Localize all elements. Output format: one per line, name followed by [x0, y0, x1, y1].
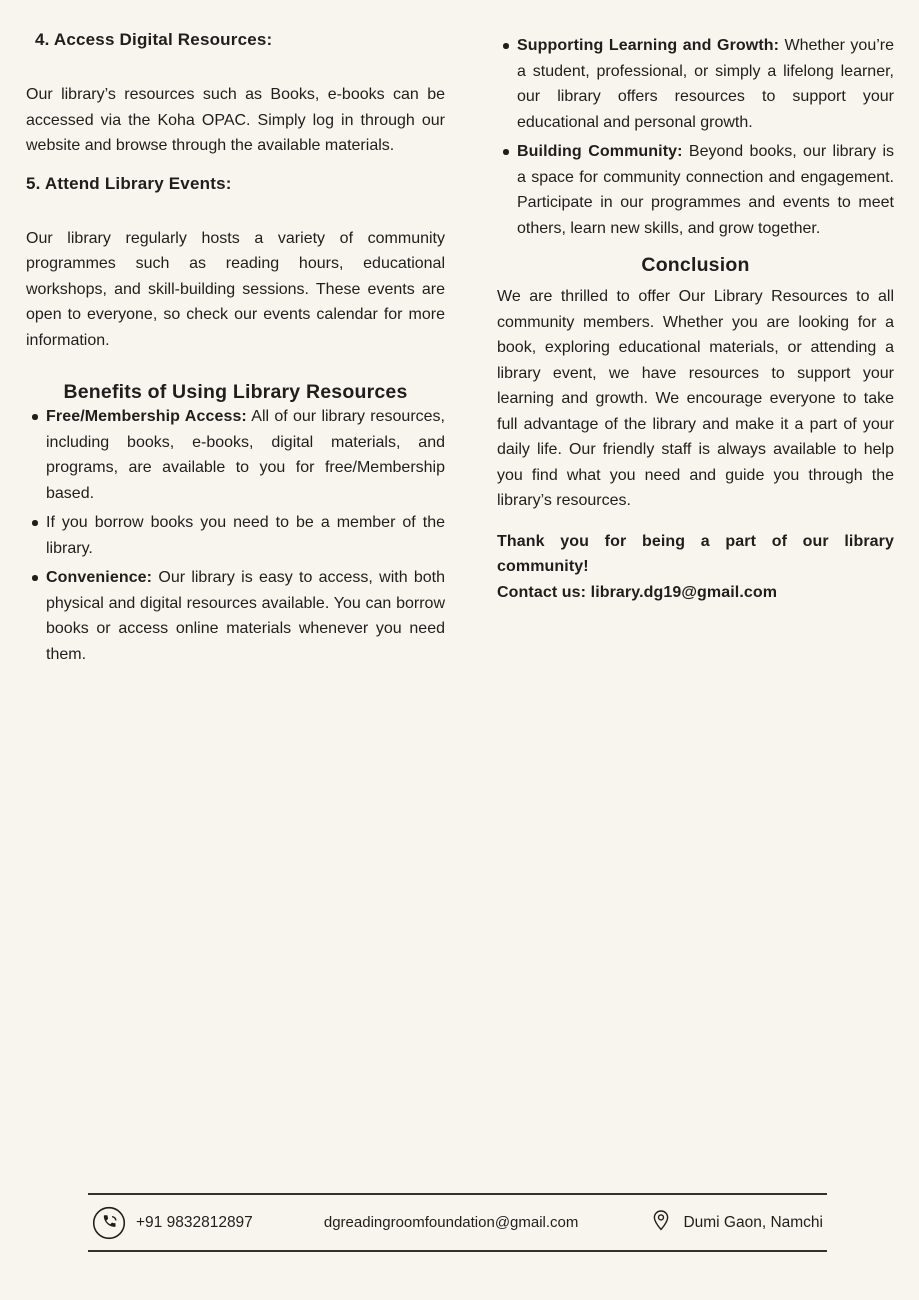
- growth-community-bullet-list: [497, 33, 894, 241]
- section-heading-access-digital-resources: 4. Access Digital Resources:: [35, 30, 273, 49]
- list-item-text: [46, 404, 445, 506]
- list-item-body: If you borrow books you need to be a member of the library.: [46, 514, 445, 557]
- benefits-bullet-list: [26, 404, 445, 667]
- footer-phone-number: +91 9832812897: [136, 1213, 253, 1231]
- list-item-text: [46, 565, 445, 667]
- footer-phone: [92, 1206, 253, 1240]
- bullet-icon: [26, 404, 46, 506]
- bullet-icon: [497, 139, 517, 241]
- location-pin-icon: [649, 1207, 673, 1239]
- list-item-text: [517, 33, 894, 135]
- footer-email: dgreadingroomfoundation@gmail.com: [323, 1214, 579, 1231]
- footer: [88, 1193, 827, 1252]
- footer-location: [649, 1207, 823, 1239]
- contact-line: Contact us: library.dg19@gmail.com: [497, 583, 778, 601]
- list-item: [26, 565, 445, 667]
- footer-email-wrap: [324, 1214, 579, 1231]
- bullet-icon: [26, 565, 46, 667]
- list-item-lead: Convenience:: [46, 569, 153, 586]
- list-item-body: Our library is easy to access, with both physical and digital resources available. You can borrow books or access online materials whenever you need them.: [46, 569, 445, 663]
- paragraph-library-events: Our library regularly hosts a variety of community programmes such as reading hours, educational workshops, and skill-building sessions. These events are open to everyone, so check our events calendar for more information.: [26, 229, 445, 349]
- list-item-lead: Supporting Learning and Growth:: [517, 37, 780, 54]
- right-column: [497, 30, 894, 667]
- heading-conclusion: Conclusion: [641, 254, 750, 276]
- section-heading-attend-library-events: 5. Attend Library Events:: [26, 173, 232, 193]
- list-item: [497, 139, 894, 241]
- list-item-text: [517, 139, 894, 241]
- phone-icon: [92, 1206, 126, 1240]
- bullet-icon: [26, 510, 46, 561]
- list-item-body: Beyond books, our library is a space for community connection and engagement. Participate in our programmes and events to meet others, learn new skills, and grow together.: [517, 143, 894, 237]
- list-item-lead: Free/Membership Access:: [46, 408, 247, 425]
- list-item-lead: Building Community:: [517, 143, 683, 160]
- list-item: [497, 33, 894, 135]
- list-item-body: All of our library resources, including books, e-books, digital materials, and programs, are available to you for free/Membership based.: [46, 408, 445, 502]
- footer-location-text: Dumi Gaon, Namchi: [683, 1213, 823, 1231]
- list-item: [26, 510, 445, 561]
- paragraph-conclusion: We are thrilled to offer Our Library Resources to all community members. Whether you are looking for a book, exploring educational materials, or attending a library event, we have resources to support your learning and growth. We encourage everyone to take full advantage of the library and make it a part of your daily life. Our friendly staff is always available to help you find what you need and guide you through the library’s resources.: [497, 288, 894, 509]
- heading-benefits: Benefits of Using Library Resources: [63, 381, 408, 403]
- list-item-text: [46, 510, 445, 561]
- bullet-icon: [497, 33, 517, 135]
- paragraph-digital-resources: Our library’s resources such as Books, e-books can be accessed via the Koha OPAC. Simply log in through our website and browse through the available materials.: [26, 86, 445, 154]
- thank-you-line: Thank you for being a part of our library community!: [497, 532, 894, 575]
- list-item-body: Whether you’re a student, professional, or simply a lifelong learner, our library offers resources to support your educational and personal growth.: [517, 37, 895, 131]
- list-item: [26, 404, 445, 506]
- left-column: [26, 30, 445, 667]
